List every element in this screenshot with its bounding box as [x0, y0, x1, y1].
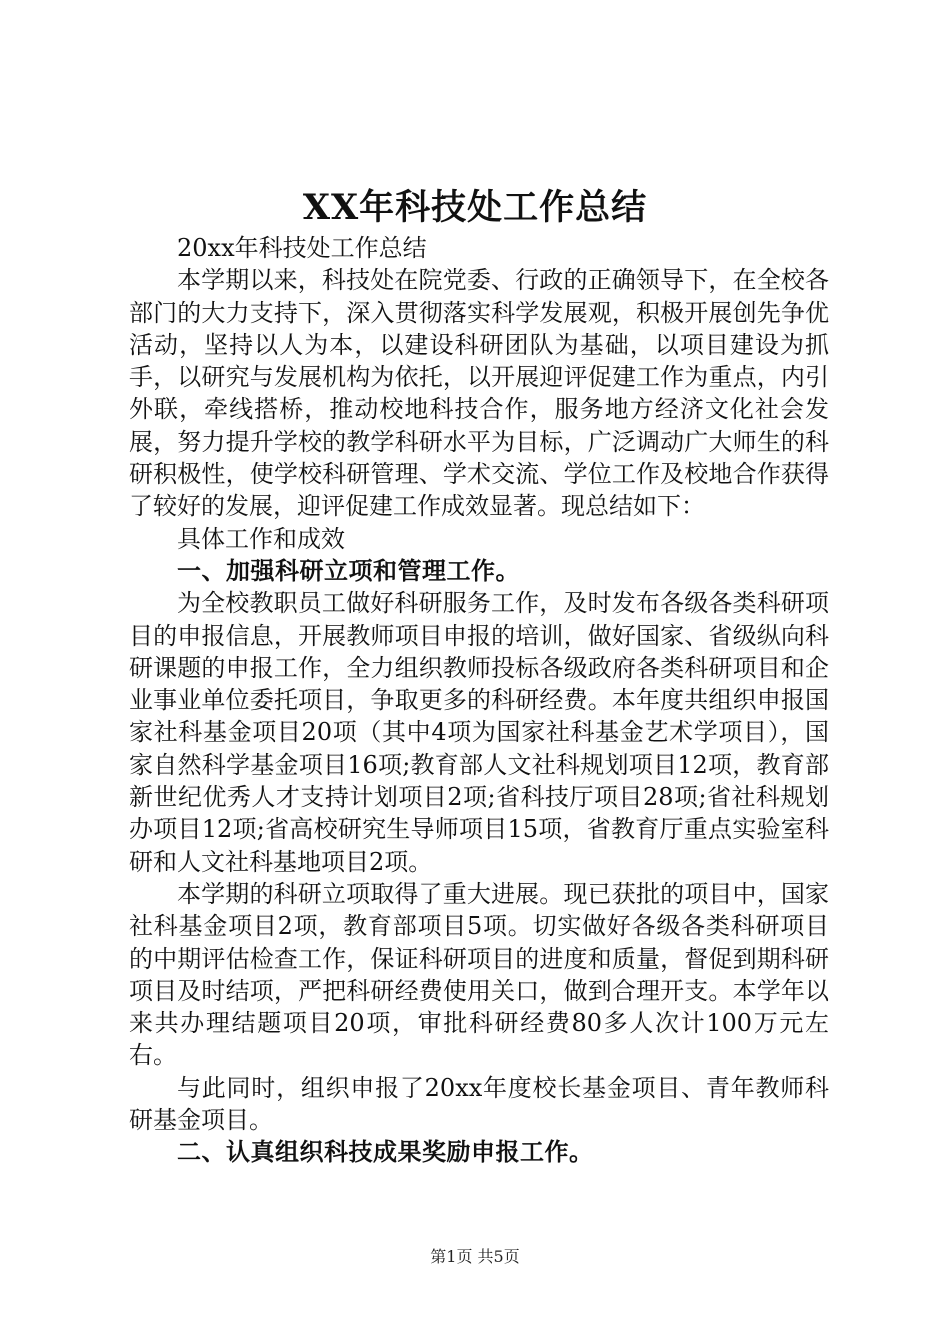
paragraph: 为全校教职员工做好科研服务工作，及时发布各级各类科研项目的申报信息，开展教师项目申报的培训，做好国家、省级纵向科研课题的申报工作，全力组织教师投标各级政府各类科研项目和企业事业单位委托项目，争取更多的科研经费。本年度共组织申报国家社科基金项目20项（其中4项为国家社科基金艺术学项目），国家自然科学基金项目16项;教育部人文社科规划项目12项，教育部新世纪优秀人才支持计划项目2项;省科技厅项目28项;省社科规划办项目12项;省高校研究生导师项目15项，省教育厅重点实验室科研和人文社科基地项目2项。	[129, 589, 829, 876]
paragraph: 20xx年科技处工作总结	[177, 234, 427, 262]
document-title: XX年科技处工作总结	[302, 187, 648, 228]
paragraph: 与此同时，组织申报了20xx年度校长基金项目、青年教师科研基金项目。	[129, 1073, 829, 1135]
section-heading: 一、加强科研立项和管理工作。	[177, 556, 520, 585]
paragraph: 本学期的科研立项取得了重大进展。现已获批的项目中，国家社科基金项目2项，教育部项目5项。切实做好各级各类科研项目的中期评估检查工作，保证科研项目的进度和质量，督促到期科研项目及时结项，严把科研经费使用关口，做到合理开支。本学年以来共办理结题项目20项，审批科研经费80多人次计100万元左右。	[129, 879, 829, 1070]
paragraph: 具体工作和成效	[177, 524, 345, 553]
section-heading: 二、认真组织科技成果奖励申报工作。	[177, 1138, 594, 1167]
paragraph: 本学期以来，科技处在院党委、行政的正确领导下，在全校各部门的大力支持下，深入贯彻落实科学发展观，积极开展创先争优活动，坚持以人为本，以建设科研团队为基础，以项目建设为抓手，以研究与发展机构为依托，以开展迎评促建工作为重点，内引外联，牵线搭桥，推动校地科技合作，服务地方经济文化社会发展，努力提升学校的教学科研水平为目标，广泛调动广大师生的科研积极性，使学校科研管理、学术交流、学位工作及校地合作获得了较好的发展，迎评促建工作成效显著。现总结如下：	[129, 266, 829, 521]
document-body	[129, 232, 829, 1169]
page-footer: 第1页 共5页	[430, 1247, 520, 1266]
